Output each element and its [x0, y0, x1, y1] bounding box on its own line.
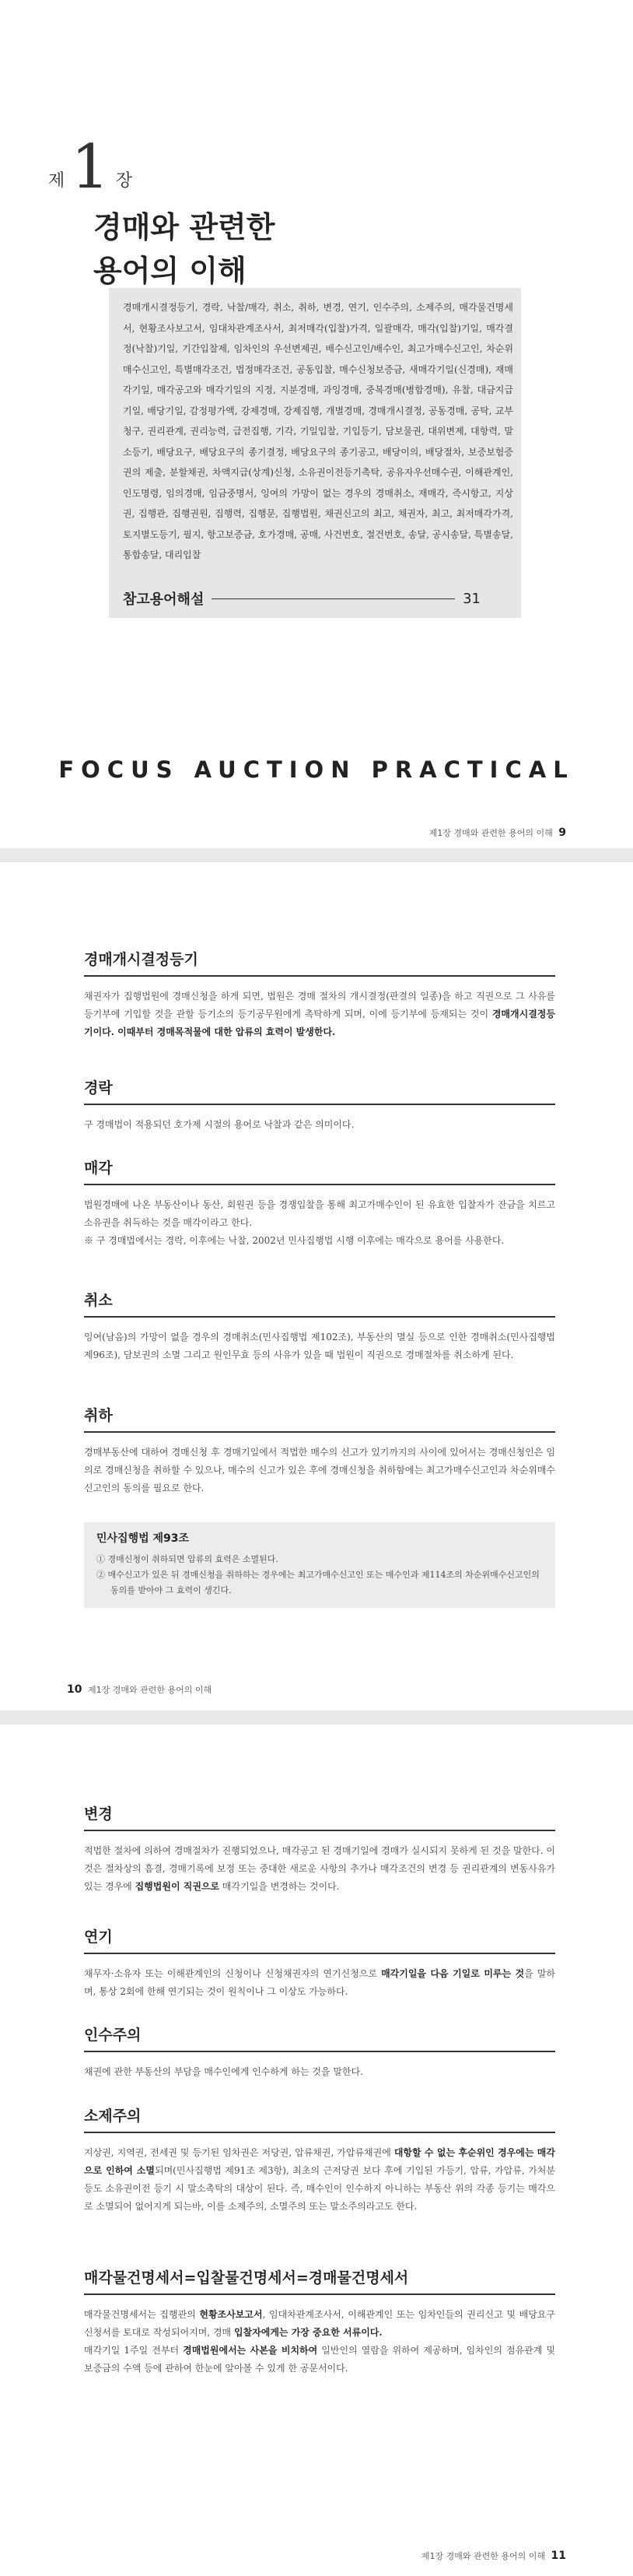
term-heading: 취하	[84, 1404, 555, 1433]
law-callout-box	[84, 1522, 555, 1608]
term-heading: 연기	[84, 1925, 555, 1954]
term-heading: 경락	[84, 1076, 555, 1105]
term-heading: 인수주의	[84, 2023, 555, 2052]
term-section	[84, 2023, 555, 2081]
chapter-suffix: 장	[115, 171, 133, 191]
chapter-title-line-1: 경매와 관련한	[93, 210, 275, 244]
chapter-title-line-2: 용어의 이해	[93, 254, 247, 288]
footer-page-number: 11	[551, 2550, 566, 2562]
series-brand: FOCUS AUCTION PRACTICAL	[58, 756, 575, 783]
callout-title: 민사집행법 제93조	[96, 1532, 190, 1545]
footer-chapter-text: 제1장 경매와 관련한 용어의 이해	[87, 1685, 212, 1695]
page-separator	[0, 1711, 633, 1725]
page-footer	[67, 1683, 212, 1696]
term-section	[84, 948, 555, 1041]
term-section	[84, 2104, 555, 2216]
term-section	[84, 1404, 555, 1497]
term-body: 채권에 관한 부동산의 부담을 매수인에게 인수하게 하는 것을 말한다.	[84, 2066, 363, 2077]
term-section	[84, 1076, 555, 1134]
term-heading: 매각물건명세서=입찰물건명세서=경매물건명세서	[84, 2266, 555, 2295]
term-body: 매각물건명세서는 집행관의 현황조사보고서, 임대차관계조사서, 이해관계인 또는 임차인들의 권리신고 및 배당요구신청서를 토대로 작성되어지며, 경매 입찰자에게는 가장 중요한 서류이다. 매각기일 1주일 전부터 경매법원에서는 사본을 비치하여 일반인의 열람을 위하여 제공하며, 임차인의 점유관계 및 보증금의 수액 등에 관하여 한눈에 알아볼 수 있게 한 공문서이다.	[84, 2309, 555, 2374]
page-separator	[0, 848, 633, 862]
term-heading: 경매개시결정등기	[84, 948, 555, 977]
page-footer	[421, 2550, 566, 2562]
term-body: 채무자·소유자 또는 이해관계인의 신청이나 신청채권자의 연기신청으로 매각기일을 다음 기일로 미루는 것을 말하며, 통상 2회에 한해 연기되는 것이 원칙이나 그 이상도 가능하다.	[84, 1968, 555, 1997]
page-2	[0, 862, 633, 1711]
footer-chapter-text: 제1장 경매와 관련한 용어의 이해	[428, 828, 553, 838]
term-section	[84, 1289, 555, 1364]
footer-page-number: 9	[558, 826, 566, 839]
term-heading: 매각	[84, 1156, 555, 1185]
chapter-prefix: 제	[48, 171, 65, 191]
toc-reference-page: 31	[463, 590, 481, 607]
term-body: 채권자가 집행법원에 경매신청을 하게 되면, 법원은 경매 절차의 개시결정(판결의 일종)을 하고 직권으로 그 사유를 등기부에 기입할 것을 관할 등기소의 등기공무원에게 촉탁하게 되며, 이에 등기부에 등재되는 것이 경매개시결정등기이다. 이때부터 경매목적물에 대한 압류의 효력이 발생한다.	[84, 991, 555, 1037]
term-heading: 변경	[84, 1802, 555, 1831]
chapter-mark	[48, 132, 133, 202]
chapter-number: 1	[71, 132, 110, 202]
page-3	[0, 1725, 633, 2576]
toc-reference-entry[interactable]	[123, 588, 481, 609]
callout-line: ① 경매신청이 취하되면 압류의 효력은 소멸된다.	[96, 1554, 278, 1564]
toc-term-list: 경매개시결정등기, 경락, 낙찰/매각, 취소, 취하, 변경, 연기, 인수주의, 소제주의, 매각물건명세서, 현황조사보고서, 임대차관계조사서, 최저매각(입찰)가격, 일괄매각, 매각(입찰)기일, 매각결정(낙찰)기일, 기간입찰제, 임차인의 우선변제권, 배수신고인/배수인, 최고가매수신고인, 차순위매수신고인, 특별매각조건, 법정매각조건, 공동입찰, 매수신청보증금, 새매각기일(신경매), 재매각기일, 매각공고와 매각기일의 지정, 지분경매, 과잉경매, 중복경매(병합경매), 유찰, 대금지급기일, 배당기일, 감정평가액, 강제경매, 강제집행, 개별경매, 경매개시결정, 공동경매, 공탁, 교부청구, 권리관계, 권리능력, 급전집행, 기각, 기일입찰, 기입등기, 담보물권, 대위변제, 대항력, 말소등기, 배당요구, 배당요구의 종기결정, 배당요구의 종기공고, 배당이의, 배당절차, 보증보험증권의 제출, 분할채권, 차액지급(상계)신청, 소유권이전등기촉탁, 공유자우선매수권, 이해관계인, 인도명령, 임의경매, 임금중명서, 잉여의 가망이 없는 경우의 경매취소, 재매각, 즉시항고, 지상권, 집행관, 집행권원, 집행력, 집행문, 집행법원, 채권신고의 최고, 채권자, 최고, 최저매각가격, 토지별도등기, 필지, 항고보증금, 호가경매, 공매, 사건번호, 절건번호, 송달, 공시송달, 특별송달, 통합송달, 대리입찰	[123, 302, 513, 560]
term-body: 법원경매에 나온 부동산이나 동산, 회원권 등을 경쟁입찰을 통해 최고가매수인이 된 유효한 입찰자가 잔금을 치르고 소유권을 취득하는 것을 매각이라고 한다. ※ 구 경매법에서는 경락, 이후에는 낙찰, 2002년 민사집행법 시행 이후에는 매각으로 용어를 사용한다.	[84, 1199, 555, 1246]
toc-reference-label: 참고용어해설	[123, 591, 205, 608]
term-body: 구 경매법이 적용되던 호가제 시절의 용어로 낙찰과 같은 의미이다.	[84, 1119, 355, 1130]
term-body: 잉여(남음)의 가망이 없을 경우의 경매취소(민사집행법 제102조), 부동산의 멸실 등으로 인한 경매취소(민사집행법 제96조), 담보권의 소멸 그리고 원인무효 등의 사유가 있을 때 법원이 직권으로 경매절차를 취소하게 된다.	[84, 1332, 555, 1360]
term-section	[84, 1802, 555, 1896]
term-body: 적법한 절차에 의하여 경매절차가 진행되었으나, 매각공고 된 경매기일에 경매가 실시되지 못하게 된 것을 말한다. 이것은 절차상의 흠결, 경매기록에 보정 또는 중대한 새로운 사항의 추가나 매각조건의 변경 등 권리관계의 변동사유가 있는 경우에 집행법원이 직권으로 매각기일을 변경하는 것이다.	[84, 1845, 555, 1892]
footer-page-number: 10	[67, 1683, 82, 1696]
page-footer	[429, 826, 566, 839]
term-heading: 소제주의	[84, 2104, 555, 2133]
page-1	[0, 0, 633, 848]
footer-chapter-text: 제1장 경매와 관련한 용어의 이해	[421, 2551, 546, 2561]
term-section	[84, 1925, 555, 2001]
term-section	[84, 2266, 555, 2378]
callout-line: ② 매수신고가 있은 뒤 경매신청을 취하하는 경우에는 최고가매수신고인 또는 매수인과 제114조의 차순위매수신고인의 동의를 받아야 그 효력이 생긴다.	[96, 1570, 540, 1595]
term-section	[84, 1156, 555, 1250]
term-body: 지상권, 지역권, 전세권 및 등기된 임차권은 저당권, 압류채권, 가압류채권에 대항할 수 없는 후순위인 경우에는 매각으로 인하여 소멸되며(민사집행법 제91조 제3항), 최초의 근저당권 보다 후에 기입된 가등기, 압류, 가압류, 가처분 등도 소유권이전 등기 시 말소촉탁의 대상이 된다. 즉, 매수인이 인수하지 아니하는 부동산 위의 각종 등기는 매각으로 소멸되어 없어지게 되는바, 이를 소제주의, 소멸주의 또는 말소주의라고도 한다.	[84, 2147, 555, 2212]
term-body: 경매부동산에 대하여 경매신청 후 경매기일에서 적법한 매수의 신고가 있기까지의 사이에 있어서는 경매신청인은 임의로 경매신청을 취하할 수 있으나, 매수의 신고가 있은 후에 경매신청을 취하함에는 최고가매수신고인과 차순위매수신고인의 동의를 필요로 한다.	[84, 1447, 556, 1493]
chapter-title	[93, 205, 275, 293]
toc-leader-line	[212, 598, 455, 599]
term-heading: 취소	[84, 1289, 555, 1318]
